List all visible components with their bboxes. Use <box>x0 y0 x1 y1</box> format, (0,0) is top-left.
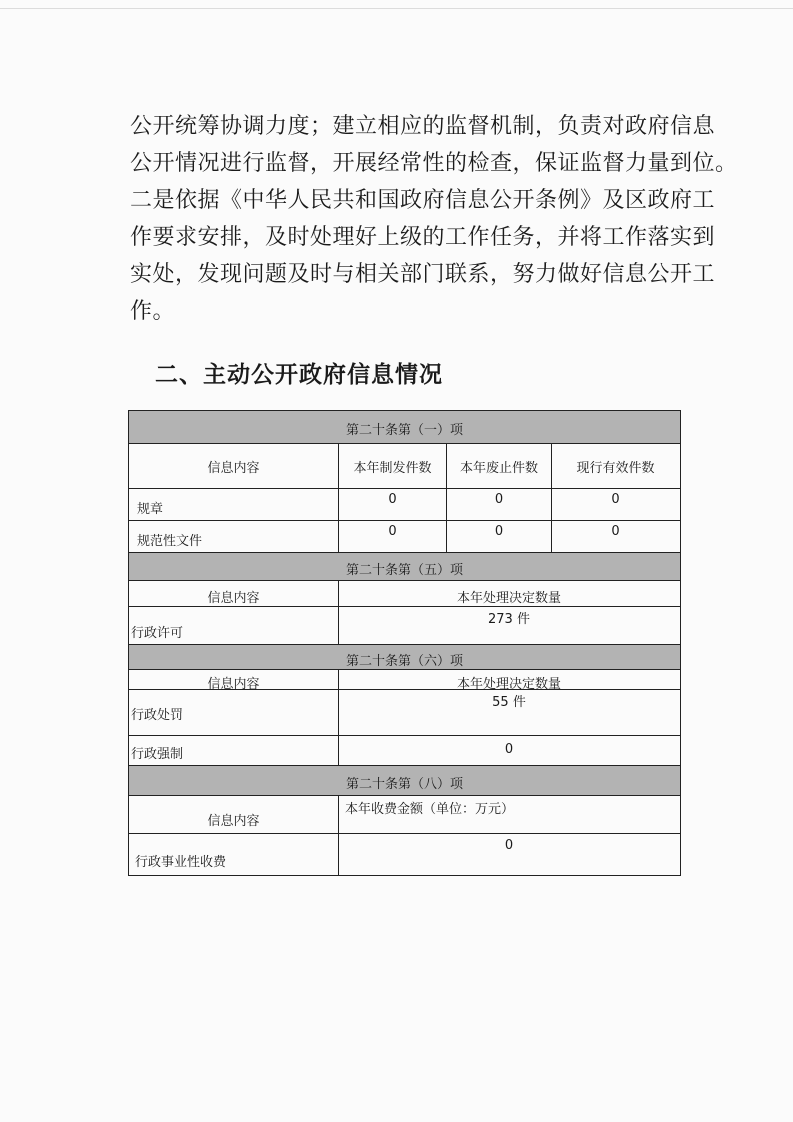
row-label: 行政许可 <box>131 626 184 641</box>
section-header-s1 <box>129 411 680 443</box>
cell-value: 0 <box>388 492 397 507</box>
table-header-cell <box>338 444 446 488</box>
table-header-row <box>129 443 680 488</box>
table-cell <box>338 690 679 735</box>
section-header-label: 第二十条第（六）项 <box>345 654 463 669</box>
row-label: 规范性文件 <box>137 534 203 549</box>
table-row <box>129 689 680 735</box>
table-row <box>129 735 680 765</box>
table-cell <box>129 690 338 735</box>
col-header-info: 信息内容 <box>207 461 260 476</box>
table-cell <box>446 489 551 520</box>
table-cell <box>551 489 679 520</box>
row-label: 行政处罚 <box>131 708 184 723</box>
col-header-info: 信息内容 <box>207 591 260 606</box>
row-label: 行政强制 <box>131 747 184 762</box>
section-header-s8 <box>129 765 680 795</box>
table-cell <box>129 834 338 875</box>
cell-value: 0 <box>504 838 514 853</box>
table-header-cell <box>338 581 679 606</box>
table-cell <box>129 736 338 765</box>
table-header-cell <box>338 796 679 833</box>
cell-value: 0 <box>494 524 504 539</box>
body-line: 公开统筹协调力度；建立相应的监督机制，负责对政府信息 <box>130 114 716 139</box>
body-line: 公开情况进行监督，开展经常性的检查，保证监督力量到位。 <box>130 151 738 176</box>
cell-value: 55 件 <box>492 695 526 710</box>
body-line: 作要求安排，及时处理好上级的工作任务，并将工作落实到 <box>130 225 716 250</box>
table-cell <box>129 521 338 552</box>
table-row <box>129 488 680 520</box>
cell-value: 0 <box>611 524 620 539</box>
col-header-amount: 本年收费金额（单位：万元） <box>345 802 515 817</box>
section-header-label: 第二十条第（八）项 <box>345 777 463 792</box>
table-header-cell <box>446 444 551 488</box>
row-label: 规章 <box>137 502 164 517</box>
cell-value: 0 <box>504 742 514 757</box>
table-cell <box>338 489 446 520</box>
table-header-cell <box>129 444 338 488</box>
table-header-cell <box>129 796 338 833</box>
disclosure-table <box>128 410 681 876</box>
table-cell <box>338 521 446 552</box>
col-header-info: 信息内容 <box>207 814 260 829</box>
section-header-label: 第二十条第（一）项 <box>345 423 463 438</box>
table-header-cell <box>551 444 679 488</box>
body-line: 二是依据《中华人民共和国政府信息公开条例》及区政府工 <box>130 188 716 213</box>
body-paragraph <box>130 108 738 330</box>
table-header-cell <box>129 670 338 692</box>
table-row <box>129 833 680 875</box>
top-divider <box>0 8 793 9</box>
table-cell <box>129 607 338 644</box>
table-header-row <box>129 795 680 833</box>
table-cell <box>338 736 679 765</box>
table-header-row <box>129 580 680 606</box>
table-header-row <box>129 669 680 692</box>
table-cell <box>338 834 679 875</box>
section-header-label: 第二十条第（五）项 <box>345 563 463 578</box>
col-header-valid: 现行有效件数 <box>576 461 655 476</box>
section-header-s5 <box>129 552 680 580</box>
table-row <box>129 520 680 552</box>
table-header-cell <box>338 670 679 692</box>
row-label: 行政事业性收费 <box>135 855 227 870</box>
col-header-count: 本年处理决定数量 <box>456 591 561 606</box>
col-header-info: 信息内容 <box>207 677 260 692</box>
col-header-count: 本年处理决定数量 <box>456 677 561 692</box>
table-cell <box>446 521 551 552</box>
cell-value: 0 <box>388 524 397 539</box>
section-header-s6 <box>129 644 680 669</box>
table-row <box>129 606 680 644</box>
body-line: 作。 <box>130 299 176 324</box>
table-cell <box>338 607 679 644</box>
body-line: 实处，发现问题及时与相关部门联系，努力做好信息公开工 <box>130 262 716 287</box>
cell-value: 0 <box>611 492 620 507</box>
table-cell <box>129 489 338 520</box>
table-cell <box>551 521 679 552</box>
col-header-issued: 本年制发件数 <box>353 461 432 476</box>
section-title: 二、主动公开政府信息情况 <box>155 362 443 388</box>
table-header-cell <box>129 581 338 606</box>
cell-value: 0 <box>494 492 504 507</box>
col-header-abolished: 本年废止件数 <box>459 461 538 476</box>
cell-value: 273 件 <box>488 612 530 627</box>
